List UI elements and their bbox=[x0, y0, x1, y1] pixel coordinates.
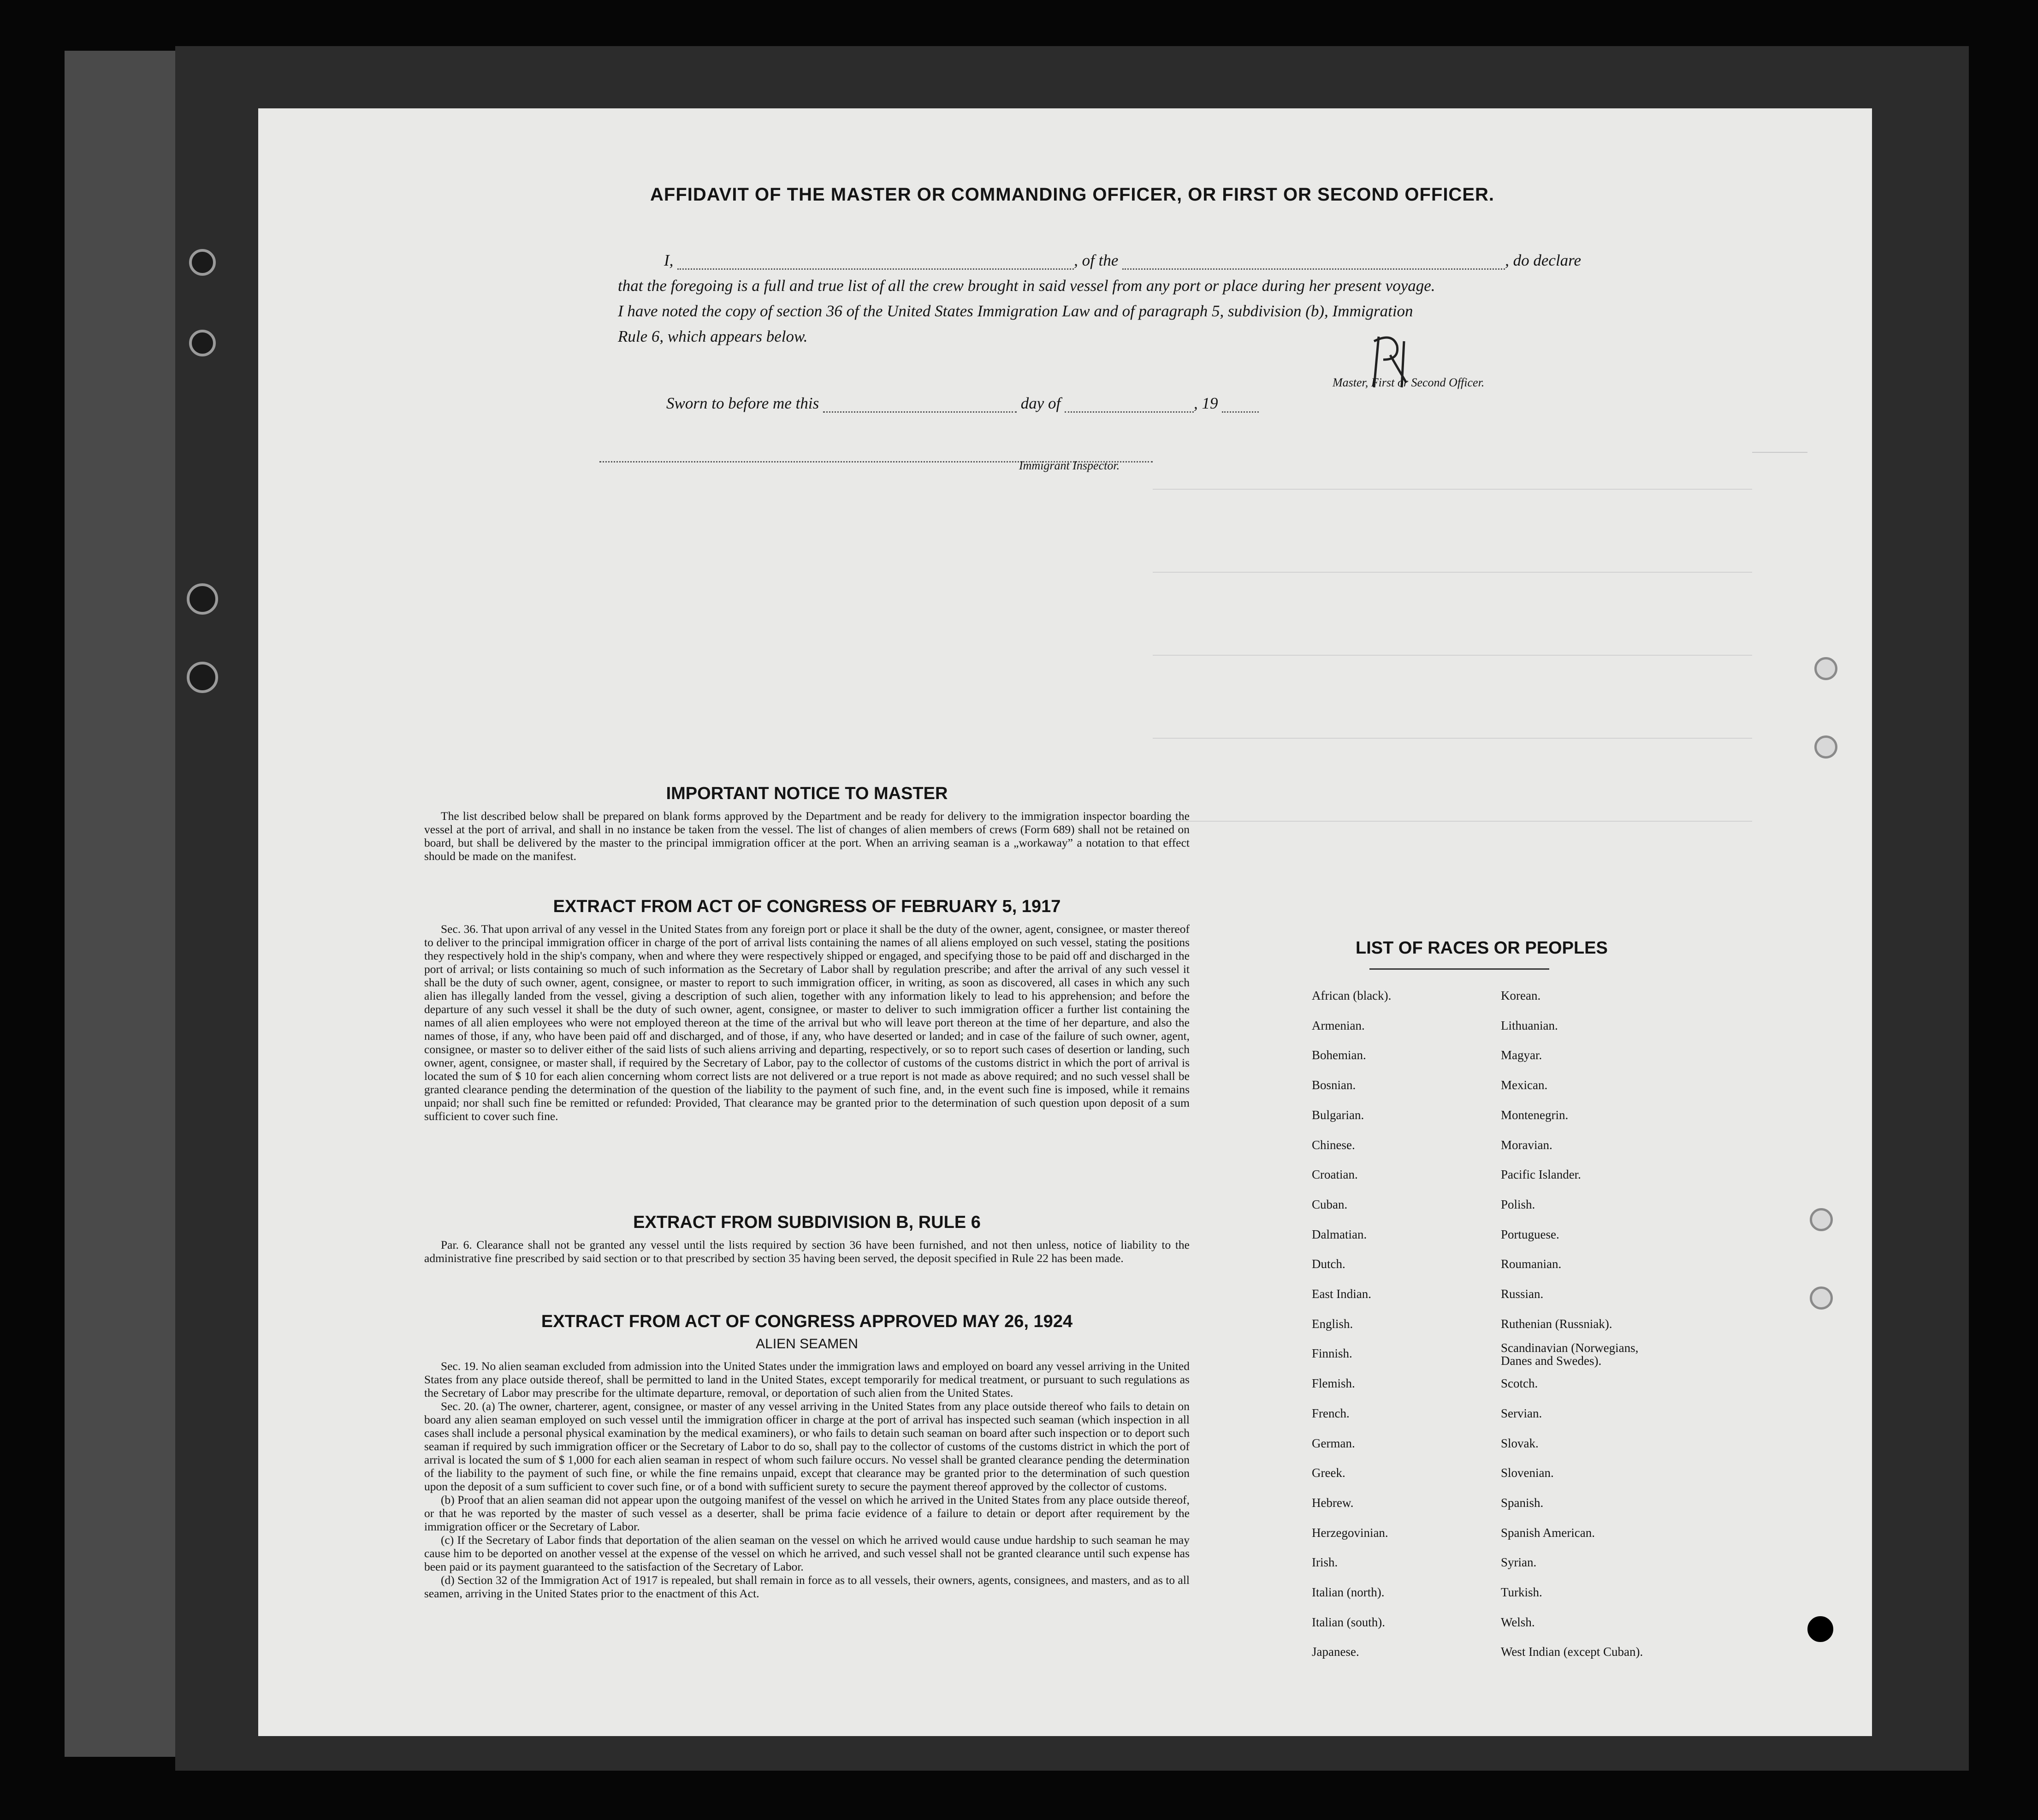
race-item: Mexican. bbox=[1501, 1078, 1548, 1092]
race-item: Welsh. bbox=[1501, 1615, 1535, 1629]
sworn-year-blank[interactable] bbox=[1222, 411, 1259, 413]
race-item: Finnish. bbox=[1312, 1346, 1352, 1361]
race-item: East Indian. bbox=[1312, 1287, 1371, 1301]
race-item: French. bbox=[1312, 1406, 1350, 1420]
race-item: Scotch. bbox=[1501, 1376, 1538, 1391]
affidavit-line-1 bbox=[664, 251, 1581, 270]
binder-edge bbox=[65, 51, 175, 1757]
races-title-rule bbox=[1369, 968, 1549, 970]
affidavit-do-declare: , do declare bbox=[1505, 251, 1582, 269]
race-item: Armenian. bbox=[1312, 1018, 1365, 1032]
notice-body bbox=[424, 809, 1190, 863]
extract-1924-title: EXTRACT FROM ACT OF CONGRESS APPROVED MAY 26, 1924 bbox=[541, 1312, 1073, 1331]
race-item: English. bbox=[1312, 1316, 1353, 1331]
extract-rule6-body bbox=[424, 1238, 1190, 1265]
vessel-name-blank[interactable] bbox=[1122, 268, 1505, 270]
binder-hole bbox=[189, 330, 216, 356]
race-item: Pacific Islander. bbox=[1501, 1168, 1581, 1182]
binder-hole bbox=[187, 662, 218, 693]
race-item: Irish. bbox=[1312, 1555, 1338, 1570]
affidavit-title: AFFIDAVIT OF THE MASTER OR COMMANDING OFFICER, OR FIRST OR SECOND OFFICER. bbox=[650, 184, 1494, 205]
race-item: Moravian. bbox=[1501, 1138, 1552, 1152]
race-item: West Indian (except Cuban). bbox=[1501, 1645, 1643, 1659]
race-item: Servian. bbox=[1501, 1406, 1542, 1420]
affidavit-line-3: I have noted the copy of section 36 of the United States Immigration Law and of paragraph 5, subdivision (b), Immigration bbox=[618, 302, 1413, 320]
race-item: Lithuanian. bbox=[1501, 1018, 1558, 1032]
race-item: German. bbox=[1312, 1436, 1355, 1450]
race-item: Chinese. bbox=[1312, 1138, 1355, 1152]
race-item: Portuguese. bbox=[1501, 1227, 1559, 1241]
section-20b-paragraph: (b) Proof that an alien seaman did not appear upon the outgoing manifest of the vessel on which he arrived in the United States from any place outside thereof, or that he was reported by the master of such vessel as a deserter, shall be prima facie evidence of a failure to detain or deport after requirement by the immigration officer or the Secretary of Labor. bbox=[424, 1493, 1190, 1533]
punch-ring bbox=[1814, 735, 1837, 759]
year-text: , 19 bbox=[1193, 394, 1218, 412]
day-of-text: day of bbox=[1020, 394, 1061, 412]
race-item: Syrian. bbox=[1501, 1555, 1537, 1570]
race-item: Magyar. bbox=[1501, 1048, 1542, 1062]
race-item: Dutch. bbox=[1312, 1257, 1345, 1271]
race-item: Croatian. bbox=[1312, 1168, 1358, 1182]
race-item: Spanish American. bbox=[1501, 1525, 1595, 1540]
notice-title: IMPORTANT NOTICE TO MASTER bbox=[666, 784, 948, 803]
race-item: Spanish. bbox=[1501, 1495, 1544, 1510]
race-item: Bosnian. bbox=[1312, 1078, 1356, 1092]
race-item: Italian (north). bbox=[1312, 1585, 1385, 1599]
race-item: Polish. bbox=[1501, 1197, 1535, 1211]
paragraph-6: Par. 6. Clearance shall not be granted any vessel until the lists required by section 36 have been furnished, and not then unless, notice of liability to the administrative fine prescribed by said section or to that prescribed by section 35 having been served, the deposit specified in Rule 22 has been made. bbox=[424, 1238, 1190, 1265]
alien-seamen-subtitle: ALIEN SEAMEN bbox=[756, 1336, 858, 1352]
extract-1917-body bbox=[424, 922, 1190, 1123]
race-item: Ruthenian (Russniak). bbox=[1501, 1316, 1612, 1331]
affidavit-of-the: , of the bbox=[1074, 251, 1119, 269]
binder-hole bbox=[187, 583, 218, 615]
race-item: Turkish. bbox=[1501, 1585, 1542, 1599]
sworn-day-blank[interactable] bbox=[823, 411, 1017, 413]
sworn-month-blank[interactable] bbox=[1065, 411, 1194, 413]
section-36-paragraph: Sec. 36. That upon arrival of any vessel in the United States from any foreign port or place it shall be the duty of the owner, agent, consignee, or master thereof to deliver to the principal immigration officer in charge of the port of arrival lists containing the names of all aliens employed on such vessel, stating the positions they respectively hold in the ship's company, when and where they were respectively shipped or engaged, and specifying those to be paid off and discharged in the port of arrival; or lists containing so much of such information as the Secretary of Labor shall by regulation prescribe; and after the arrival of any such vessel it shall be the duty of such owner, agent, consignee, or master to report to such immigration officer, in writing, as soon as discovered, all cases in which any such alien has illegally landed from the vessel, giving a description of such alien, together with any information likely to lead to his apprehension; and before the departure of any such vessel it shall be the duty of such owner, agent, consignee, or master to deliver to such immigration officer a further list containing the names of all alien employees who were not employed thereon at the time of the arrival but who will leave port thereon at the time of her departure, and also the names of those, if any, who have been paid off and discharged, and of those, if any, who have deserted or landed; and in case of the failure of such owner, agent, consignee, or master so to deliver either of the said lists of such aliens arriving and departing, respectively, or so to report such cases of desertion or landing, such owner, agent, consignee, or master shall, if required by the Secretary of Labor, pay to the collector of customs of the customs district in which the port of arrival is located the sum of $ 10 for each alien concerning whom correct lists are not delivered or a true report is not made as above required; and no such vessel shall be granted clearance pending the determination of the question of the liability to the payment of such fine, and, in the event such fine is imposed, while it remains unpaid; nor shall such fine be remitted or refunded: Provided, That clearance may be granted prior to the determination of such question upon deposit of a sum sufficient to cover such fine. bbox=[424, 922, 1190, 1123]
inspector-label: Immigrant Inspector. bbox=[1019, 459, 1120, 472]
extract-1924-body bbox=[424, 1359, 1190, 1600]
race-item: Korean. bbox=[1501, 989, 1541, 1002]
affidavit-i: I, bbox=[664, 251, 674, 269]
extract-1917-title: EXTRACT FROM ACT OF CONGRESS OF FEBRUARY 5, 1917 bbox=[553, 897, 1061, 916]
extract-rule6-title: EXTRACT FROM SUBDIVISION B, RULE 6 bbox=[633, 1213, 981, 1232]
punch-ring bbox=[1814, 657, 1837, 680]
race-item: Greek. bbox=[1312, 1466, 1345, 1480]
race-item: Bohemian. bbox=[1312, 1048, 1366, 1062]
master-signature-label: Master, First or Second Officer. bbox=[1333, 376, 1485, 389]
race-item: Bulgarian. bbox=[1312, 1108, 1364, 1122]
section-19-paragraph: Sec. 19. No alien seaman excluded from admission into the United States under the immigration laws and employed on board any vessel arriving in the United States from any place outside thereof, shall be permitted to land in the United States, except temporarily for medical treatment, or pursuant to such regulations as the Secretary of Labor may prescribe for the ultimate departure, removal, or deportation of such alien from the United States. bbox=[424, 1359, 1190, 1399]
punch-ring bbox=[1810, 1208, 1833, 1231]
race-item: Japanese. bbox=[1312, 1645, 1359, 1659]
affidavit-line-4: Rule 6, which appears below. bbox=[618, 327, 808, 345]
race-item: Italian (south). bbox=[1312, 1615, 1385, 1629]
section-20d-paragraph: (d) Section 32 of the Immigration Act of 1917 is repealed, but shall remain in force as to all vessels, their owners, agents, consignees, and masters, and as to all seamen, arriving in the United States prior to the enactment of this Act. bbox=[424, 1573, 1190, 1600]
race-item: Hebrew. bbox=[1312, 1495, 1354, 1510]
race-item: Dalmatian. bbox=[1312, 1227, 1367, 1241]
sworn-line bbox=[666, 394, 1259, 413]
race-item: Montenegrin. bbox=[1501, 1108, 1569, 1122]
race-item: Herzegovinian. bbox=[1312, 1525, 1388, 1540]
races-title: LIST OF RACES OR PEOPLES bbox=[1356, 938, 1608, 958]
race-item: Flemish. bbox=[1312, 1376, 1355, 1391]
punch-ring bbox=[1810, 1286, 1833, 1310]
race-item: Russian. bbox=[1501, 1287, 1544, 1301]
affidavit-line-2: that the foregoing is a full and true list of all the crew brought in said vessel from any port or place during her present voyage. bbox=[618, 277, 1435, 295]
binder-hole bbox=[1807, 1616, 1833, 1642]
race-item: African (black). bbox=[1312, 989, 1392, 1002]
race-item: Roumanian. bbox=[1501, 1257, 1562, 1271]
notice-paragraph: The list described below shall be prepared on blank forms approved by the Department and be ready for delivery to the immigration inspector boarding the vessel at the port of arrival, and shall in no instance be taken from the vessel. The list of changes of alien members of crews (Form 689) shall not be retained on board, but shall be delivered by the master to the principal immigration officer at the port. When an arriving seaman is a „workaway” a notation to that effect should be made on the manifest. bbox=[424, 809, 1190, 863]
binder-hole bbox=[189, 249, 216, 276]
section-20a-paragraph: Sec. 20. (a) The owner, charterer, agent, consignee, or master of any vessel arriving in the United States from any place outside thereof who fails to detain on board any alien seaman employed on such vessel until the immigration officer in charge at the port of arrival has inspected such seaman (which inspection in all cases shall include a personal physical examination by the medical examiners), or who fails to detain such seaman on board after such inspection or to deport such seaman if required by such immigration officer or the Secretary of Labor to do so, shall pay to the collector of customs of the customs district in which the port of arrival is located the sum of $ 1,000 for each alien seaman in respect of whom such failure occurs. No vessel shall be granted clearance pending the determination of the liability to the payment of such fine, or while the fine remains unpaid, except that clearance may be granted prior to the determination of such question upon the deposit of a sum sufficient to cover such fine, or of a bond with sufficient surety to secure the payment thereof approved by the collector of customs. bbox=[424, 1399, 1190, 1493]
race-item: Slovenian. bbox=[1501, 1466, 1554, 1480]
master-name-blank[interactable] bbox=[677, 268, 1074, 270]
race-item: Cuban. bbox=[1312, 1197, 1348, 1211]
race-item: Slovak. bbox=[1501, 1436, 1539, 1450]
race-item: Scandinavian (Norwegians, Danes and Swedes). bbox=[1501, 1341, 1639, 1368]
sworn-text: Sworn to before me this bbox=[666, 394, 819, 412]
section-20c-paragraph: (c) If the Secretary of Labor finds that deportation of the alien seaman on the vessel on which he arrived would cause undue hardship to such seaman he may cause him to be deported on another vessel at the expense of the vessel on which he arrived, and such vessel shall not be granted clearance until such expense has been paid or its payment guaranteed to the satisfaction of the Secretary of Labor. bbox=[424, 1533, 1190, 1573]
